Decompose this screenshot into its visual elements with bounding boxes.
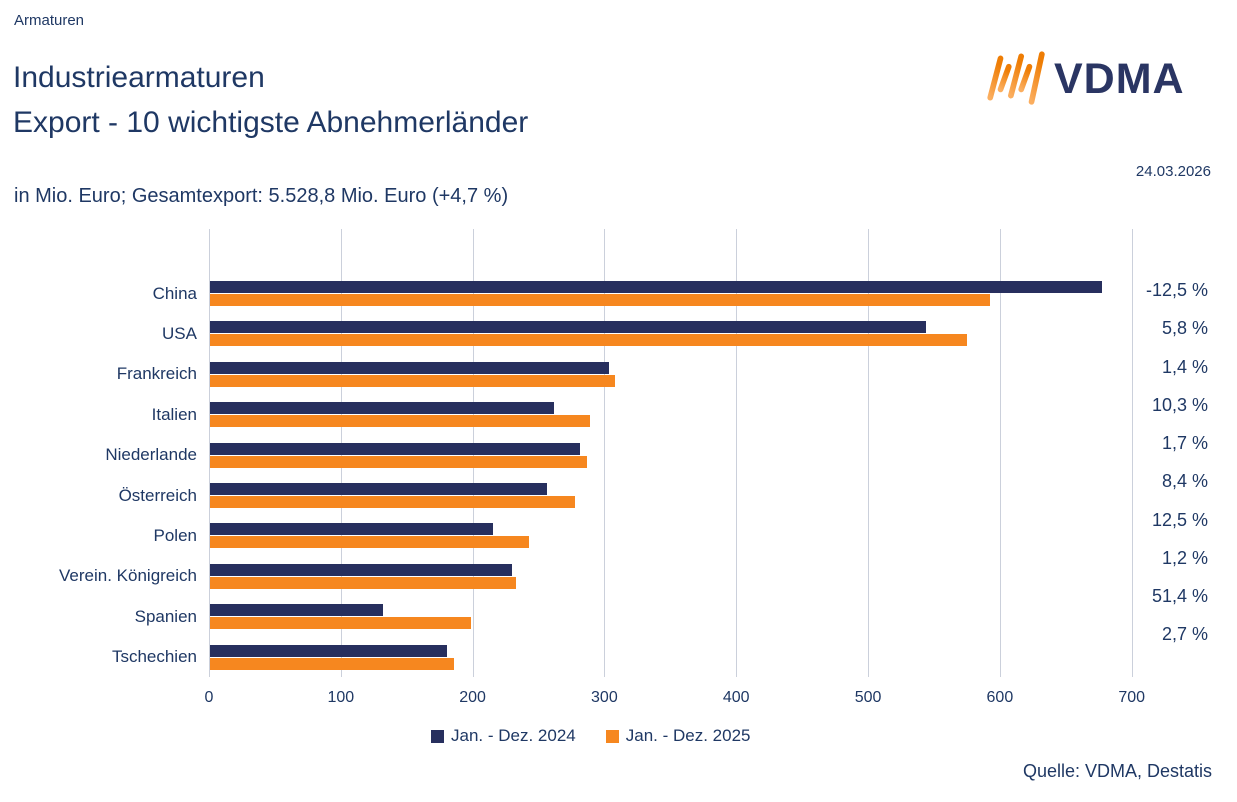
bar-2025-polen — [210, 536, 529, 548]
gridline-600 — [1000, 229, 1001, 677]
legend-item-2024 — [431, 726, 576, 746]
category-label-sterreich: Österreich — [118, 485, 197, 505]
x-axis-tick-label-500: 500 — [854, 689, 882, 706]
vdma-logo-strokes-icon — [984, 48, 1046, 111]
report-kicker: Armaturen — [14, 12, 85, 29]
bar-2024-spanien — [210, 604, 383, 616]
x-axis-tick-label-700: 700 — [1118, 689, 1146, 706]
category-label-polen: Polen — [153, 525, 197, 545]
legend-label-2025: Jan. - Dez. 2025 — [625, 726, 751, 745]
change-label-sterreich: 8,4 % — [1161, 471, 1208, 492]
source-note: Quelle: VDMA, Destatis — [1022, 761, 1212, 781]
bar-chart-plot-area — [209, 229, 1143, 677]
bar-2025-verein-k-nigreich — [210, 577, 516, 589]
chart-legend — [431, 726, 751, 746]
x-axis-tick-label-600: 600 — [986, 689, 1014, 706]
category-label-spanien: Spanien — [134, 606, 197, 626]
bar-2024-usa — [210, 321, 926, 333]
report-date: 24.03.2026 — [1135, 163, 1211, 180]
bar-2025-china — [210, 294, 990, 306]
category-label-niederlande: Niederlande — [105, 445, 197, 465]
category-label-usa: USA — [162, 323, 197, 343]
change-label-spanien: 51,4 % — [1151, 586, 1208, 606]
bar-2025-frankreich — [210, 375, 615, 387]
bar-2025-tschechien — [210, 658, 454, 670]
x-axis-tick-label-0: 0 — [204, 689, 214, 706]
legend-label-2024: Jan. - Dez. 2024 — [451, 726, 576, 745]
x-axis-tick-label-400: 400 — [722, 689, 750, 706]
x-axis-tick-label-100: 100 — [327, 689, 355, 706]
legend-swatch-2025 — [606, 730, 619, 743]
change-label-tschechien: 2,7 % — [1161, 624, 1208, 645]
chart-subtitle: in Mio. Euro; Gesamtexport: 5.528,8 Mio. Euro (+4,7 %) — [14, 185, 509, 207]
change-label-italien: 10,3 % — [1151, 394, 1208, 415]
bar-2024-frankreich — [210, 362, 609, 374]
category-label-tschechien: Tschechien — [111, 647, 197, 667]
bar-2025-spanien — [210, 617, 471, 629]
vdma-logo-text: VDMA — [1054, 55, 1185, 103]
change-label-china: -12,5 % — [1145, 280, 1208, 300]
change-label-verein-k-nigreich: 1,2 % — [1161, 547, 1208, 568]
bar-2025-niederlande — [210, 456, 587, 468]
category-label-frankreich: Frankreich — [116, 364, 197, 384]
bar-2024-tschechien — [210, 645, 447, 657]
category-label-china: China — [152, 283, 197, 303]
change-label-polen: 12,5 % — [1151, 509, 1208, 530]
category-label-verein-k-nigreich: Verein. Königreich — [59, 566, 197, 586]
bar-2025-usa — [210, 334, 967, 346]
bar-2024-italien — [210, 402, 554, 414]
x-axis-tick-label-200: 200 — [459, 689, 486, 706]
x-axis-tick-label-300: 300 — [591, 689, 618, 706]
title-line-1: Industriearmaturen — [13, 61, 265, 94]
legend-item-2025 — [606, 726, 751, 746]
bar-2024-niederlande — [210, 443, 580, 455]
bar-2024-verein-k-nigreich — [210, 564, 512, 576]
bar-2024-polen — [210, 523, 493, 535]
legend-swatch-2024 — [431, 730, 444, 743]
bar-2024-sterreich — [210, 483, 547, 495]
page-title — [13, 55, 528, 145]
change-label-frankreich: 1,4 % — [1161, 356, 1208, 377]
bar-2025-sterreich — [210, 496, 575, 508]
change-label-usa: 5,8 % — [1161, 318, 1208, 339]
bar-2025-italien — [210, 415, 590, 427]
vdma-logo — [984, 50, 1185, 108]
category-label-italien: Italien — [151, 404, 197, 424]
title-line-2: Export - 10 wichtigste Abnehmerländer — [13, 106, 529, 139]
change-label-niederlande: 1,7 % — [1161, 433, 1208, 453]
bar-2024-china — [210, 281, 1102, 293]
